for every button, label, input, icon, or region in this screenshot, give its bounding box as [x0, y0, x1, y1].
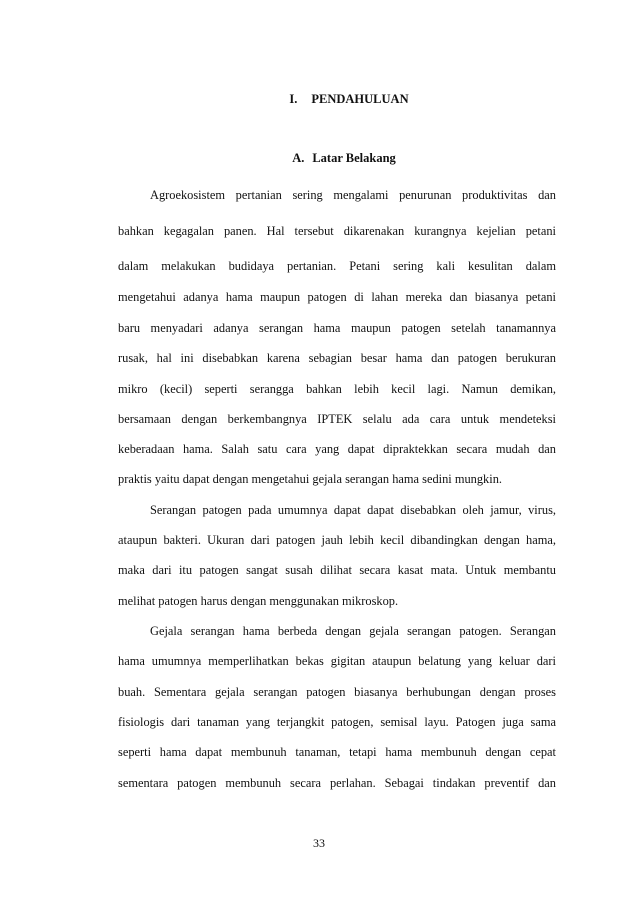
paragraph-3-line: buah. Sementara gejala serangan patogen biasanya berhubungan dengan proses — [118, 685, 556, 699]
paragraph-1-line: mengetahui adanya hama maupun patogen di lahan mereka dan biasanya petani — [118, 290, 556, 304]
section-heading — [0, 148, 638, 168]
paragraph-3-line: fisiologis dari tanaman yang terjangkit patogen, semisal layu. Patogen juga sama — [118, 715, 556, 729]
paragraph-3-line: hama umumnya memperlihatkan bekas gigitan ataupun belatung yang keluar dari — [118, 654, 556, 668]
paragraph-2-line: ataupun bakteri. Ukuran dari patogen jauh lebih kecil dibandingkan dengan hama, — [118, 533, 556, 547]
paragraph-1-line: rusak, hal ini disebabkan karena sebagian besar hama dan patogen berukuran — [118, 351, 556, 365]
paragraph-3-line: seperti hama dapat membunuh tanaman, tetapi hama membunuh dengan cepat — [118, 745, 556, 759]
paragraph-2-line: melihat patogen harus dengan menggunakan mikroskop. — [118, 594, 399, 608]
paragraph-2-line: Serangan patogen pada umumnya dapat dapat disebabkan oleh jamur, virus, — [150, 503, 556, 517]
paragraph-1-line: bahkan kegagalan panen. Hal tersebut dikarenakan kurangnya kejelian petani — [118, 224, 556, 238]
section-number: A. — [292, 151, 305, 165]
paragraph-1-line: keberadaan hama. Salah satu cara yang dapat dipraktekkan secara mudah dan — [118, 442, 556, 456]
paragraph-1-line: dalam melakukan budidaya pertanian. Petani sering kali kesulitan dalam — [118, 259, 556, 273]
paragraph-2-line: maka dari itu patogen sangat susah dilihat secara kasat mata. Untuk membantu — [118, 563, 556, 577]
section-title: Latar Belakang — [312, 151, 396, 165]
paragraph-1-line: bersamaan dengan berkembangnya IPTEK selalu ada cara untuk mendeteksi — [118, 412, 556, 426]
paragraph-1-line: Agroekosistem pertanian sering mengalami penurunan produktivitas dan — [150, 188, 556, 202]
paragraph-3-line: Gejala serangan hama berbeda dengan gejala serangan patogen. Serangan — [150, 624, 556, 638]
chapter-title: PENDAHULUAN — [311, 92, 409, 106]
chapter-number: I. — [289, 92, 298, 106]
paragraph-1-line: baru menyadari adanya serangan hama maupun patogen setelah tanamannya — [118, 321, 556, 335]
page-number: 33 — [313, 836, 325, 850]
paragraph-1-line: praktis yaitu dapat dengan mengetahui gejala serangan hama sedini mungkin. — [118, 472, 502, 486]
paragraph-1-line: mikro (kecil) seperti serangga bahkan lebih kecil lagi. Namun demikan, — [118, 382, 556, 396]
paragraph-3-line: sementara patogen membunuh secara perlahan. Sebagai tindakan preventif dan — [118, 776, 556, 790]
chapter-heading — [0, 89, 638, 109]
